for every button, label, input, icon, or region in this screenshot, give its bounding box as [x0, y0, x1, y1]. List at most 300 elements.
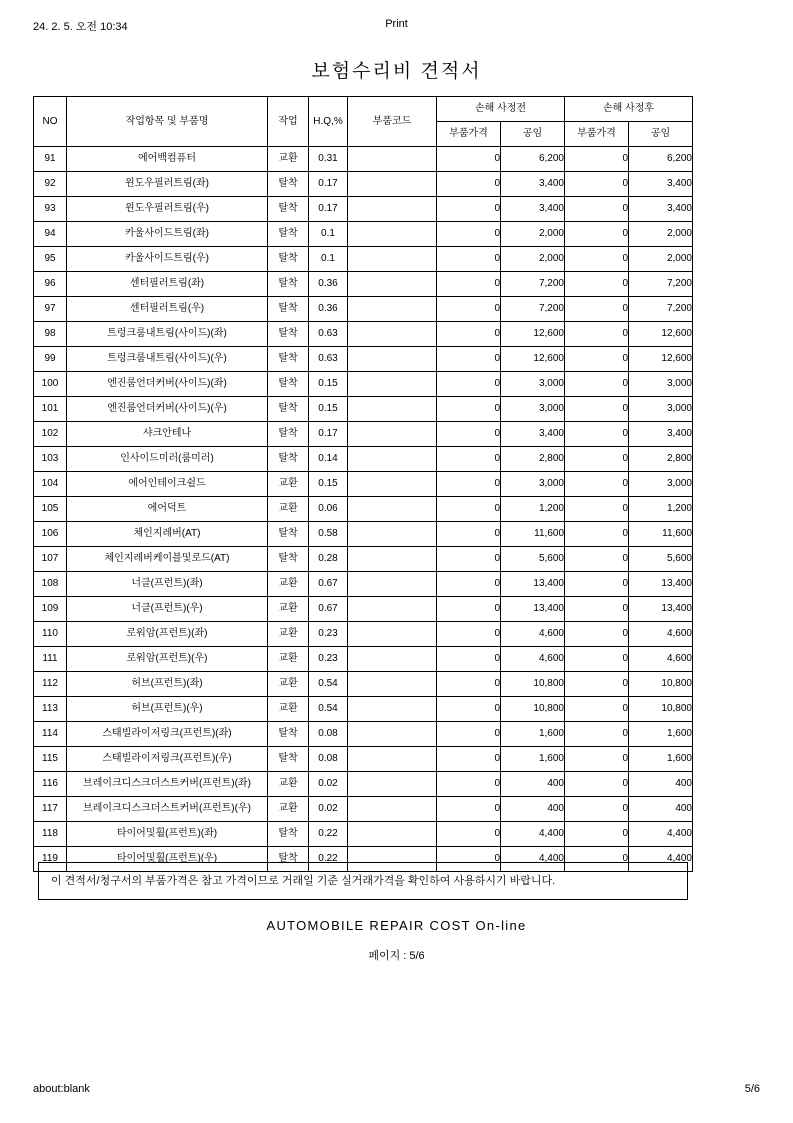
cell-no: 110: [34, 622, 67, 647]
cell-code: [348, 697, 437, 722]
cell-before-labor: 3,400: [501, 197, 565, 222]
cell-before-part: 0: [437, 172, 501, 197]
page-title: 보험수리비 견적서: [311, 61, 482, 82]
cell-before-part: 0: [437, 372, 501, 397]
cell-no: 107: [34, 547, 67, 572]
cell-item: 센터필러트림(좌): [67, 272, 268, 297]
cell-before-part: 0: [437, 572, 501, 597]
print-header: [0, 18, 793, 32]
cell-hq: 0.28: [309, 547, 348, 572]
cell-no: 95: [34, 247, 67, 272]
cell-after-part: 0: [565, 447, 629, 472]
cell-before-labor: 3,000: [501, 397, 565, 422]
cell-after-labor: 11,600: [629, 522, 693, 547]
cell-before-labor: 10,800: [501, 672, 565, 697]
cell-hq: 0.02: [309, 797, 348, 822]
cell-no: 102: [34, 422, 67, 447]
cell-before-labor: 12,600: [501, 347, 565, 372]
cell-hq: 0.17: [309, 172, 348, 197]
cell-work: 탈착: [268, 172, 309, 197]
cell-work: 탈착: [268, 347, 309, 372]
cell-code: [348, 297, 437, 322]
table-row: [34, 672, 693, 697]
cell-before-labor: 3,400: [501, 422, 565, 447]
cell-item: 타이어및휠(프런트)(우): [67, 847, 268, 872]
table-row: [34, 822, 693, 847]
cell-item: 체인지레버케이블및로드(AT): [67, 547, 268, 572]
cell-after-part: 0: [565, 397, 629, 422]
cell-item: 에어덕트: [67, 497, 268, 522]
cell-before-labor: 4,400: [501, 847, 565, 872]
cell-no: 104: [34, 472, 67, 497]
cell-code: [348, 597, 437, 622]
cell-hq: 0.36: [309, 297, 348, 322]
cell-work: 교환: [268, 622, 309, 647]
disclaimer-note: 이 견적서/청구서의 부품가격은 참고 가격이므로 거래일 기준 실거래가격을 확인하여 사용하시기 바랍니다.: [38, 862, 688, 900]
cell-before-part: 0: [437, 272, 501, 297]
header-after-labor: 공임: [629, 122, 693, 147]
header-after-part: 부품가격: [565, 122, 629, 147]
table-row: [34, 722, 693, 747]
cell-before-labor: 13,400: [501, 572, 565, 597]
cell-work: 교환: [268, 672, 309, 697]
cell-after-part: 0: [565, 622, 629, 647]
table-row: [34, 547, 693, 572]
cell-after-part: 0: [565, 672, 629, 697]
cell-code: [348, 197, 437, 222]
cell-code: [348, 422, 437, 447]
cell-before-part: 0: [437, 847, 501, 872]
cell-no: 99: [34, 347, 67, 372]
cell-after-part: 0: [565, 797, 629, 822]
cell-after-part: 0: [565, 522, 629, 547]
cell-item: 스태빌라이저링크(프런트)(우): [67, 747, 268, 772]
cell-no: 101: [34, 397, 67, 422]
header-before-labor: 공임: [501, 122, 565, 147]
cell-item: 윈도우필러트림(우): [67, 197, 268, 222]
cell-work: 교환: [268, 147, 309, 172]
cell-hq: 0.15: [309, 372, 348, 397]
cell-after-labor: 400: [629, 772, 693, 797]
cell-before-part: 0: [437, 697, 501, 722]
cell-no: 112: [34, 672, 67, 697]
cell-work: 교환: [268, 797, 309, 822]
table-header-row-1: [34, 97, 693, 122]
cell-after-labor: 7,200: [629, 272, 693, 297]
cell-before-part: 0: [437, 622, 501, 647]
cell-hq: 0.58: [309, 522, 348, 547]
cell-before-part: 0: [437, 397, 501, 422]
cell-after-labor: 3,400: [629, 172, 693, 197]
cell-after-labor: 3,000: [629, 397, 693, 422]
cell-hq: 0.54: [309, 672, 348, 697]
table-row: [34, 597, 693, 622]
cell-code: [348, 797, 437, 822]
cell-after-labor: 7,200: [629, 297, 693, 322]
cell-after-part: 0: [565, 372, 629, 397]
cell-after-labor: 12,600: [629, 347, 693, 372]
cell-item: 스태빌라이저링크(프런트)(좌): [67, 722, 268, 747]
cell-before-labor: 3,000: [501, 472, 565, 497]
cell-code: [348, 522, 437, 547]
cell-code: [348, 772, 437, 797]
cell-work: 탈착: [268, 372, 309, 397]
cell-hq: 0.15: [309, 472, 348, 497]
cell-after-part: 0: [565, 647, 629, 672]
cell-after-labor: 2,000: [629, 247, 693, 272]
cell-after-labor: 1,600: [629, 722, 693, 747]
cell-before-part: 0: [437, 447, 501, 472]
print-timestamp: 24. 2. 5. 오전 10:34: [33, 21, 128, 33]
cell-after-part: 0: [565, 272, 629, 297]
cell-before-labor: 7,200: [501, 297, 565, 322]
cell-after-labor: 3,000: [629, 472, 693, 497]
cell-no: 114: [34, 722, 67, 747]
cell-after-labor: 4,400: [629, 847, 693, 872]
cell-hq: 0.15: [309, 397, 348, 422]
cell-work: 탈착: [268, 247, 309, 272]
cell-before-part: 0: [437, 422, 501, 447]
cell-before-labor: 4,400: [501, 822, 565, 847]
cell-no: 118: [34, 822, 67, 847]
cell-after-part: 0: [565, 147, 629, 172]
table-row: [34, 422, 693, 447]
footer-pagination: 5/6: [744, 1083, 760, 1095]
cell-after-part: 0: [565, 547, 629, 572]
cell-after-labor: 5,600: [629, 547, 693, 572]
cell-after-labor: 6,200: [629, 147, 693, 172]
cell-before-part: 0: [437, 472, 501, 497]
table-row: [34, 797, 693, 822]
estimate-table-wrapper: [33, 96, 693, 872]
header-work: 작업: [268, 97, 309, 147]
cell-code: [348, 547, 437, 572]
cell-no: 103: [34, 447, 67, 472]
cell-after-part: 0: [565, 197, 629, 222]
cell-after-part: 0: [565, 172, 629, 197]
cell-code: [348, 322, 437, 347]
cell-code: [348, 372, 437, 397]
cell-after-labor: 4,600: [629, 622, 693, 647]
cell-hq: 0.14: [309, 447, 348, 472]
cell-before-labor: 12,600: [501, 322, 565, 347]
cell-code: [348, 747, 437, 772]
cell-item: 카울사이드트림(우): [67, 247, 268, 272]
cell-item: 너클(프런트)(우): [67, 597, 268, 622]
cell-after-part: 0: [565, 322, 629, 347]
table-row: [34, 472, 693, 497]
header-hq: H.Q,%: [309, 97, 348, 147]
header-item: 작업항목 및 부품명: [67, 97, 268, 147]
cell-item: 허브(프런트)(우): [67, 697, 268, 722]
cell-after-part: 0: [565, 247, 629, 272]
cell-work: 교환: [268, 647, 309, 672]
cell-work: 교환: [268, 697, 309, 722]
cell-after-part: 0: [565, 847, 629, 872]
table-row: [34, 147, 693, 172]
cell-code: [348, 822, 437, 847]
cell-after-labor: 3,000: [629, 372, 693, 397]
print-title: Print: [385, 18, 408, 30]
cell-before-labor: 7,200: [501, 272, 565, 297]
cell-item: 체인지레버(AT): [67, 522, 268, 547]
table-row: [34, 172, 693, 197]
table-row: [34, 347, 693, 372]
cell-code: [348, 222, 437, 247]
cell-after-part: 0: [565, 697, 629, 722]
cell-before-part: 0: [437, 497, 501, 522]
cell-before-part: 0: [437, 597, 501, 622]
cell-after-part: 0: [565, 822, 629, 847]
cell-hq: 0.23: [309, 647, 348, 672]
cell-before-labor: 2,000: [501, 222, 565, 247]
cell-hq: 0.63: [309, 322, 348, 347]
table-row: [34, 372, 693, 397]
cell-hq: 0.08: [309, 722, 348, 747]
cell-hq: 0.08: [309, 747, 348, 772]
cell-hq: 0.06: [309, 497, 348, 522]
cell-after-part: 0: [565, 497, 629, 522]
cell-hq: 0.1: [309, 222, 348, 247]
cell-hq: 0.54: [309, 697, 348, 722]
cell-work: 탈착: [268, 397, 309, 422]
cell-work: 교환: [268, 572, 309, 597]
cell-work: 탈착: [268, 522, 309, 547]
cell-before-part: 0: [437, 722, 501, 747]
cell-code: [348, 672, 437, 697]
table-row: [34, 447, 693, 472]
cell-before-part: 0: [437, 647, 501, 672]
cell-before-part: 0: [437, 247, 501, 272]
print-footer: [0, 1083, 793, 1097]
cell-work: 탈착: [268, 322, 309, 347]
cell-hq: 0.67: [309, 572, 348, 597]
cell-no: 92: [34, 172, 67, 197]
table-row: [34, 297, 693, 322]
cell-item: 트렁크룸내트림(사이드)(우): [67, 347, 268, 372]
cell-before-part: 0: [437, 672, 501, 697]
cell-after-labor: 4,600: [629, 647, 693, 672]
cell-work: 탈착: [268, 747, 309, 772]
table-row: [34, 772, 693, 797]
cell-hq: 0.02: [309, 772, 348, 797]
cell-after-part: 0: [565, 222, 629, 247]
cell-after-part: 0: [565, 747, 629, 772]
cell-item: 엔진룸언더커버(사이드)(우): [67, 397, 268, 422]
table-row: [34, 222, 693, 247]
header-group-before: 손해 사정전: [437, 97, 565, 122]
table-row: [34, 747, 693, 772]
cell-hq: 0.67: [309, 597, 348, 622]
cell-before-part: 0: [437, 797, 501, 822]
cell-code: [348, 472, 437, 497]
cell-code: [348, 172, 437, 197]
cell-work: 교환: [268, 772, 309, 797]
cell-after-part: 0: [565, 472, 629, 497]
cell-work: 탈착: [268, 722, 309, 747]
cell-no: 93: [34, 197, 67, 222]
cell-item: 브레이크디스크더스트커버(프런트)(좌): [67, 772, 268, 797]
cell-before-part: 0: [437, 322, 501, 347]
cell-hq: 0.31: [309, 147, 348, 172]
cell-before-part: 0: [437, 772, 501, 797]
cell-after-labor: 3,400: [629, 422, 693, 447]
cell-work: 탈착: [268, 272, 309, 297]
table-head: [34, 97, 693, 147]
cell-no: 100: [34, 372, 67, 397]
cell-before-part: 0: [437, 197, 501, 222]
cell-after-labor: 1,200: [629, 497, 693, 522]
cell-before-part: 0: [437, 222, 501, 247]
cell-work: 탈착: [268, 447, 309, 472]
cell-item: 너클(프런트)(좌): [67, 572, 268, 597]
cell-no: 105: [34, 497, 67, 522]
cell-code: [348, 247, 437, 272]
cell-before-labor: 1,600: [501, 747, 565, 772]
cell-item: 엔진룸언더커버(사이드)(좌): [67, 372, 268, 397]
header-before-part: 부품가격: [437, 122, 501, 147]
cell-item: 허브(프런트)(좌): [67, 672, 268, 697]
footer-url: about:blank: [33, 1083, 90, 1095]
cell-code: [348, 497, 437, 522]
cell-no: 91: [34, 147, 67, 172]
cell-no: 108: [34, 572, 67, 597]
page-number-label: 페이지 : 5/6: [368, 950, 425, 962]
table-row: [34, 522, 693, 547]
cell-work: 탈착: [268, 822, 309, 847]
cell-item: 에어인테이크쉴드: [67, 472, 268, 497]
cell-after-labor: 13,400: [629, 572, 693, 597]
cell-hq: 0.1: [309, 247, 348, 272]
table-row: [34, 622, 693, 647]
table-row: [34, 397, 693, 422]
table-row: [34, 247, 693, 272]
cell-before-part: 0: [437, 297, 501, 322]
cell-before-labor: 1,600: [501, 722, 565, 747]
cell-before-labor: 4,600: [501, 622, 565, 647]
cell-after-part: 0: [565, 422, 629, 447]
cell-work: 탈착: [268, 222, 309, 247]
header-group-after: 손해 사정후: [565, 97, 693, 122]
cell-before-labor: 4,600: [501, 647, 565, 672]
cell-item: 샤크안테나: [67, 422, 268, 447]
cell-before-labor: 5,600: [501, 547, 565, 572]
cell-before-labor: 2,000: [501, 247, 565, 272]
cell-before-part: 0: [437, 747, 501, 772]
cell-before-part: 0: [437, 822, 501, 847]
cell-no: 96: [34, 272, 67, 297]
cell-after-labor: 13,400: [629, 597, 693, 622]
cell-after-labor: 1,600: [629, 747, 693, 772]
cell-hq: 0.22: [309, 847, 348, 872]
cell-before-labor: 6,200: [501, 147, 565, 172]
estimate-table: [33, 96, 693, 872]
cell-no: 111: [34, 647, 67, 672]
table-body: [34, 147, 693, 872]
cell-before-part: 0: [437, 347, 501, 372]
cell-code: [348, 722, 437, 747]
cell-hq: 0.17: [309, 422, 348, 447]
cell-item: 로워암(프런트)(좌): [67, 622, 268, 647]
cell-code: [348, 147, 437, 172]
cell-after-part: 0: [565, 772, 629, 797]
cell-after-labor: 4,400: [629, 822, 693, 847]
cell-after-part: 0: [565, 347, 629, 372]
cell-item: 트렁크룸내트림(사이드)(좌): [67, 322, 268, 347]
cell-after-labor: 400: [629, 797, 693, 822]
header-code: 부품코드: [348, 97, 437, 147]
cell-no: 117: [34, 797, 67, 822]
cell-no: 116: [34, 772, 67, 797]
cell-hq: 0.22: [309, 822, 348, 847]
cell-no: 98: [34, 322, 67, 347]
cell-code: [348, 347, 437, 372]
cell-before-labor: 1,200: [501, 497, 565, 522]
table-row: [34, 197, 693, 222]
cell-item: 로워암(프런트)(우): [67, 647, 268, 672]
cell-before-labor: 11,600: [501, 522, 565, 547]
cell-after-part: 0: [565, 297, 629, 322]
cell-work: 탈착: [268, 197, 309, 222]
cell-before-labor: 2,800: [501, 447, 565, 472]
cell-after-part: 0: [565, 597, 629, 622]
cell-no: 119: [34, 847, 67, 872]
cell-work: 교환: [268, 597, 309, 622]
cell-work: 탈착: [268, 422, 309, 447]
cell-no: 97: [34, 297, 67, 322]
table-row: [34, 572, 693, 597]
cell-no: 115: [34, 747, 67, 772]
cell-item: 에어백컴퓨터: [67, 147, 268, 172]
cell-work: 교환: [268, 497, 309, 522]
cell-item: 센터필러트림(우): [67, 297, 268, 322]
cell-no: 94: [34, 222, 67, 247]
brand-label: AUTOMOBILE REPAIR COST On-line: [266, 918, 527, 933]
cell-after-part: 0: [565, 722, 629, 747]
cell-before-labor: 10,800: [501, 697, 565, 722]
cell-code: [348, 397, 437, 422]
table-row: [34, 647, 693, 672]
table-row: [34, 322, 693, 347]
cell-item: 윈도우필러트림(좌): [67, 172, 268, 197]
cell-after-labor: 10,800: [629, 672, 693, 697]
table-row: [34, 497, 693, 522]
cell-after-part: 0: [565, 572, 629, 597]
cell-before-labor: 400: [501, 772, 565, 797]
cell-code: [348, 272, 437, 297]
cell-after-labor: 3,400: [629, 197, 693, 222]
cell-after-labor: 2,000: [629, 222, 693, 247]
cell-no: 113: [34, 697, 67, 722]
cell-before-part: 0: [437, 147, 501, 172]
cell-code: [348, 447, 437, 472]
cell-hq: 0.23: [309, 622, 348, 647]
cell-work: 교환: [268, 472, 309, 497]
cell-no: 109: [34, 597, 67, 622]
cell-item: 타이어및휠(프런트)(좌): [67, 822, 268, 847]
cell-before-part: 0: [437, 522, 501, 547]
cell-after-labor: 12,600: [629, 322, 693, 347]
cell-after-labor: 10,800: [629, 697, 693, 722]
cell-before-labor: 3,000: [501, 372, 565, 397]
table-row: [34, 272, 693, 297]
cell-hq: 0.36: [309, 272, 348, 297]
cell-work: 탈착: [268, 297, 309, 322]
table-row: [34, 697, 693, 722]
cell-after-labor: 2,800: [629, 447, 693, 472]
cell-hq: 0.17: [309, 197, 348, 222]
cell-work: 탈착: [268, 847, 309, 872]
